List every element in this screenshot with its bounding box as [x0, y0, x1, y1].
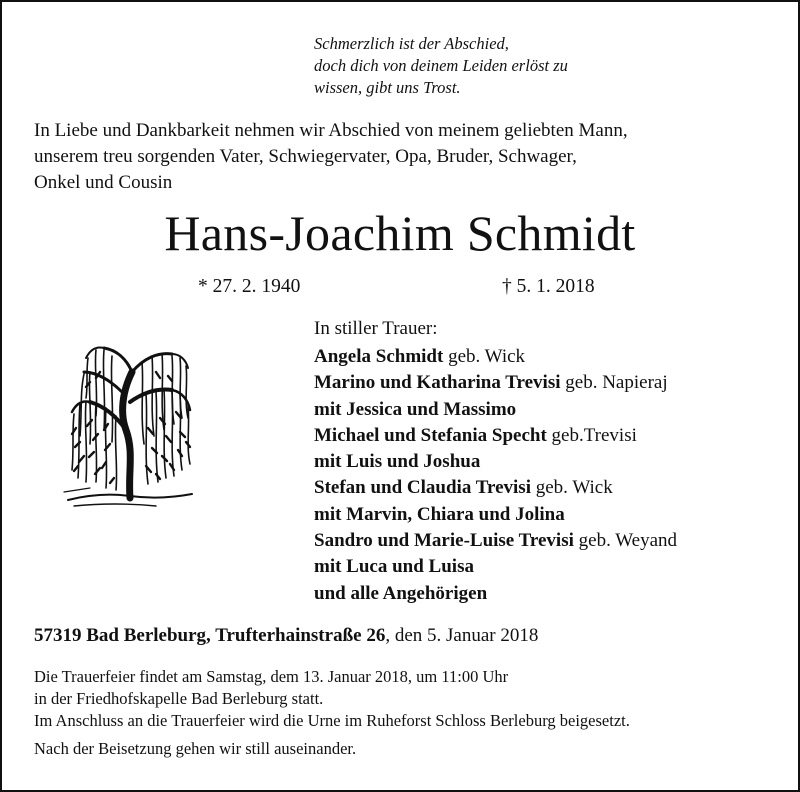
mourner-note: geb. Wick: [530, 477, 613, 499]
mourner-name: mit Luis und Joshua: [314, 451, 481, 473]
mourner-row: [314, 344, 677, 370]
weeping-willow-icon: [60, 332, 200, 512]
mourner-note: geb. Weyand: [573, 530, 678, 552]
intro-text: [34, 118, 628, 196]
mourner-name: Sandro und Marie-Luise Trevisi: [314, 530, 574, 552]
mourner-row: [314, 423, 677, 449]
service-info: [34, 666, 630, 760]
deceased-name: Hans-Joachim Schmidt: [164, 205, 636, 261]
mourner-row: [314, 475, 677, 501]
quote-line: wissen, gibt uns Trost.: [314, 78, 461, 97]
mourner-row: [314, 581, 677, 607]
mourner-note: geb. Wick: [443, 346, 526, 367]
mourner-note: geb.Trevisi: [546, 424, 637, 446]
service-line: Im Anschluss an die Trauerfeier wird die Urne im Ruheforst Schloss Berleburg beigesetzt.: [34, 711, 630, 730]
mourner-note: geb. Napieraj: [560, 372, 668, 394]
mourner-row: [314, 449, 677, 475]
mourner-name: Michael und Stefania Specht: [314, 424, 547, 446]
mourner-row: [314, 528, 677, 554]
service-line: Die Trauerfeier findet am Samstag, dem 13. Januar 2018, um 11:00 Uhr: [34, 667, 509, 686]
mourner-row: [314, 554, 677, 580]
service-line: Nach der Beisetzung gehen wir still auseinander.: [34, 739, 357, 758]
mourner-name: Marino und Katharina Trevisi: [314, 372, 561, 394]
mourner-name: mit Luca und Luisa: [314, 556, 474, 578]
quote-line: doch dich von deinem Leiden erlöst zu: [314, 56, 568, 75]
quote-line: Schmerzlich ist der Abschied,: [314, 34, 509, 53]
mourner-name: mit Jessica und Massimo: [314, 398, 517, 420]
intro-line: In Liebe und Dankbarkeit nehmen wir Abschied von meinem geliebten Mann,: [34, 120, 628, 141]
intro-line: Onkel und Cousin: [34, 172, 173, 193]
address-street: 57319 Bad Berleburg, Trufterhainstraße 26: [34, 625, 386, 646]
mourners-list: [314, 344, 677, 607]
mourner-name: Stefan und Claudia Trevisi: [314, 477, 531, 499]
mourners-heading: In stiller Trauer:: [314, 318, 438, 339]
opening-quote: [314, 33, 568, 99]
mourner-name: und alle Angehörigen: [314, 582, 488, 604]
address-date: , den 5. Januar 2018: [385, 625, 539, 646]
mourner-row: [314, 370, 677, 396]
mourner-name: mit Marvin, Chiara und Jolina: [314, 503, 565, 525]
service-line: in der Friedhofskapelle Bad Berleburg statt.: [34, 689, 324, 708]
birth-date: * 27. 2. 1940: [198, 276, 301, 297]
mourner-row: [314, 397, 677, 423]
intro-line: unserem treu sorgenden Vater, Schwiegervater, Opa, Bruder, Schwager,: [34, 146, 577, 167]
address-line: [34, 623, 538, 649]
mourner-row: [314, 502, 677, 528]
death-date: † 5. 1. 2018: [502, 276, 595, 297]
mourner-name: Angela Schmidt: [314, 346, 444, 367]
